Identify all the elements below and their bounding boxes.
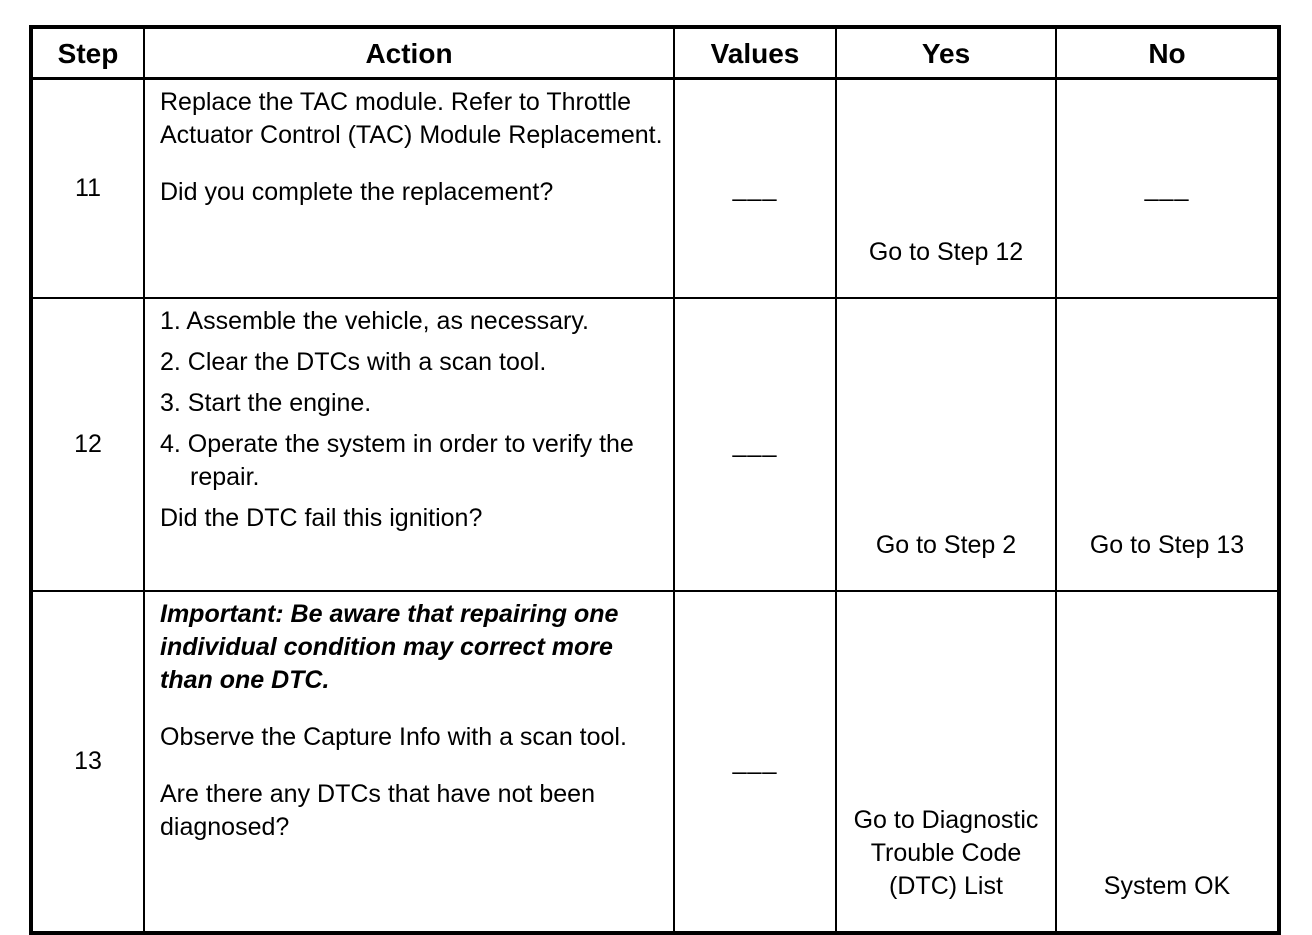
action-instruction: Observe the Capture Info with a scan tool. bbox=[160, 723, 627, 751]
no-placeholder: ___ bbox=[1144, 174, 1190, 202]
action-question: Did you complete the replacement? bbox=[160, 178, 554, 206]
yes-cell: Go to Diagnostic Trouble Code (DTC) List bbox=[836, 591, 1056, 933]
list-item: 1. Assemble the vehicle, as necessary. bbox=[160, 307, 589, 335]
values-placeholder: ___ bbox=[732, 174, 778, 202]
values-placeholder: ___ bbox=[732, 747, 778, 775]
step-number: 12 bbox=[31, 298, 144, 591]
action-question: Are there any DTCs that have not been diagnosed? bbox=[160, 780, 595, 841]
header-yes: Yes bbox=[836, 27, 1056, 79]
header-values: Values bbox=[674, 27, 836, 79]
action-cell bbox=[144, 591, 674, 933]
yes-cell: Go to Step 2 bbox=[836, 298, 1056, 591]
action-cell bbox=[144, 298, 674, 591]
values-cell bbox=[674, 79, 836, 299]
step-number: 13 bbox=[31, 591, 144, 933]
list-item: 2. Clear the DTCs with a scan tool. bbox=[160, 348, 547, 376]
list-item: 3. Start the engine. bbox=[160, 389, 372, 417]
diagnostic-table-page bbox=[29, 25, 1277, 900]
action-question: Did the DTC fail this ignition? bbox=[160, 504, 483, 532]
step-number: 11 bbox=[31, 79, 144, 299]
values-cell bbox=[674, 591, 836, 933]
yes-cell: Go to Step 12 bbox=[836, 79, 1056, 299]
action-cell bbox=[144, 79, 674, 299]
values-placeholder: ___ bbox=[732, 430, 778, 458]
values-cell bbox=[674, 298, 836, 591]
table-row-step-11 bbox=[31, 79, 1279, 299]
no-cell: System OK bbox=[1056, 591, 1279, 933]
action-steps-list bbox=[160, 305, 663, 494]
header-row bbox=[31, 27, 1279, 79]
important-note: Important: Be aware that repairing one individual condition may correct more than one DTC. bbox=[160, 600, 619, 694]
action-instruction: Replace the TAC module. Refer to Throttle Actuator Control (TAC) Module Replacement. bbox=[160, 88, 663, 149]
diagnostic-steps-table bbox=[29, 25, 1281, 935]
header-action: Action bbox=[144, 27, 674, 79]
header-no: No bbox=[1056, 27, 1279, 79]
no-cell: Go to Step 13 bbox=[1056, 298, 1279, 591]
header-step: Step bbox=[31, 27, 144, 79]
no-cell bbox=[1056, 79, 1279, 299]
table-row-step-12 bbox=[31, 298, 1279, 591]
table-row-step-13 bbox=[31, 591, 1279, 933]
list-item: 4. Operate the system in order to verify the repair. bbox=[160, 430, 634, 491]
